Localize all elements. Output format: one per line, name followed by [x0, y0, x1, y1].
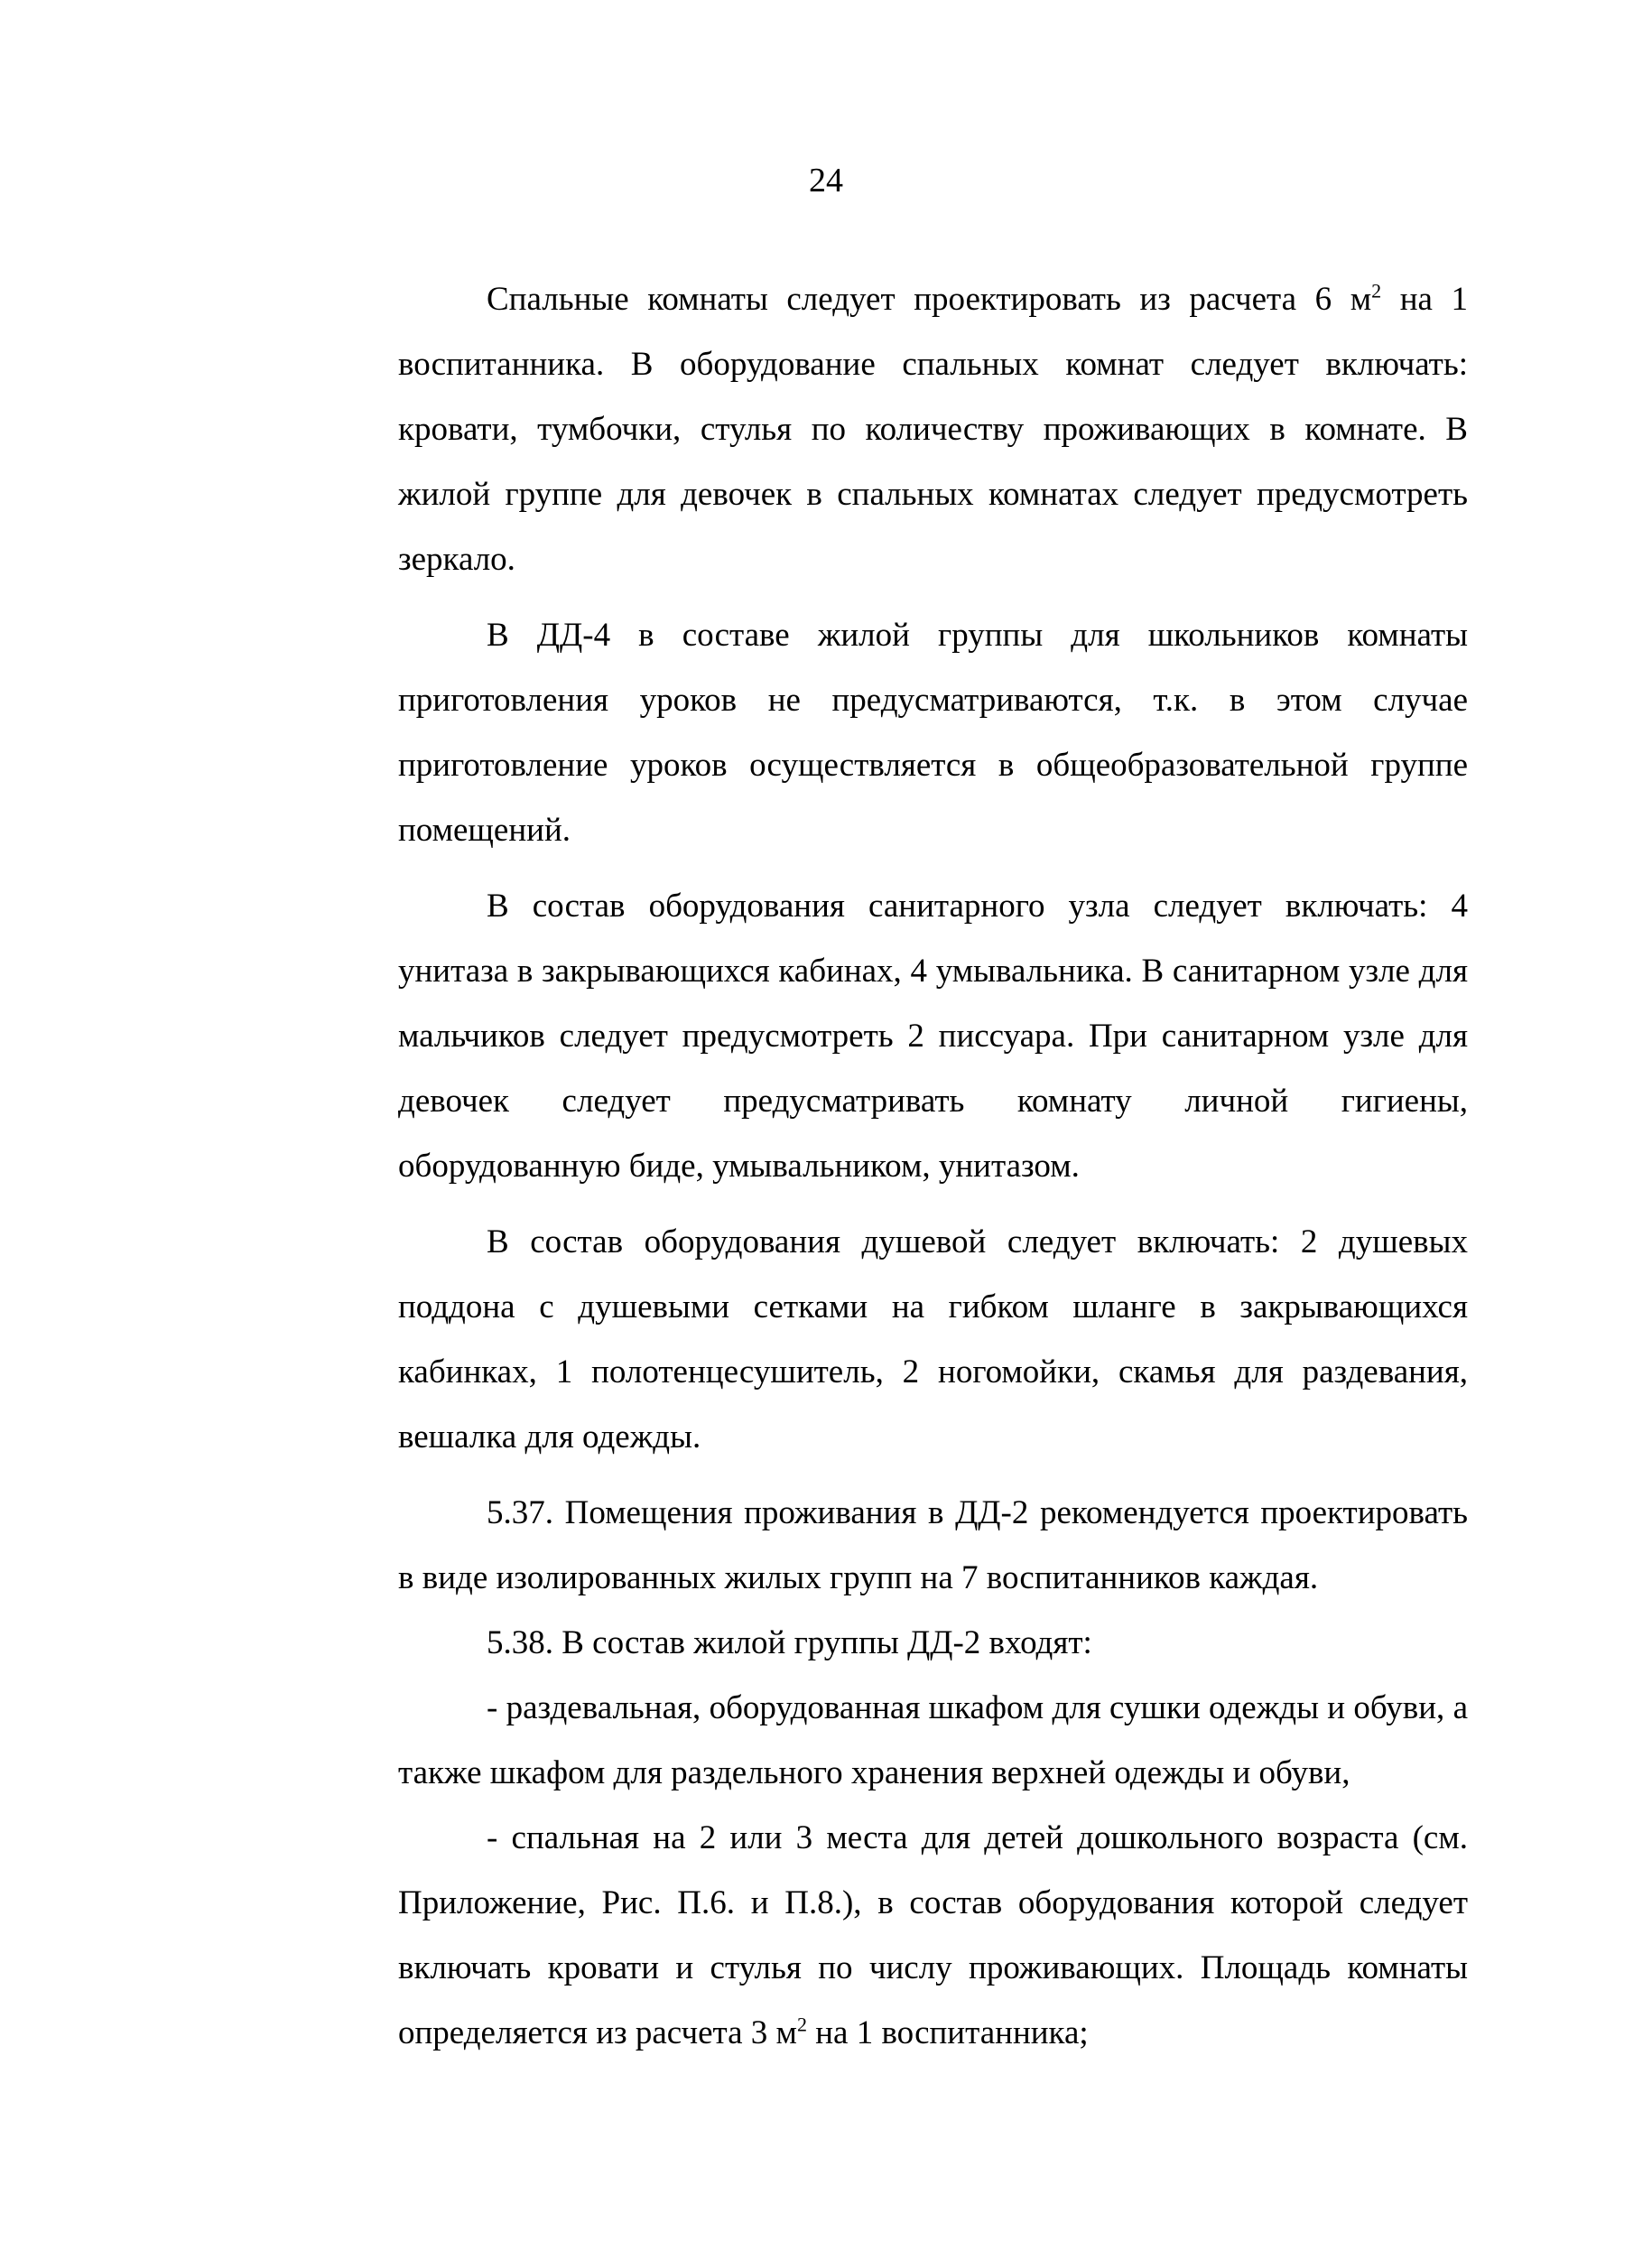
paragraph-sanitary-unit: В состав оборудования санитарного узла следует включать: 4 унитаза в закрывающихся кабинах, 4 умывальника. В санитарном узле для мальчиков следует предусмотреть 2 писсуара. При санитарном узле для девочек следует предусматривать комнату личной гигиены, оборудованную биде, умывальником, унитазом. — [398, 888, 1468, 1185]
paragraph-dd4-study-rooms: В ДД-4 в составе жилой группы для школьников комнаты приготовления уроков не предусматриваются, т.к. в этом случае приготовление уроков осуществляется в общеобразовательной группе помещений. — [398, 617, 1468, 849]
paragraph-text: на 1 воспитанника; — [806, 2014, 1089, 2051]
document-body — [398, 267, 1468, 2066]
paragraph-text: - спальная на 2 или 3 места для детей дошкольного возраста (см. Приложение, Рис. П.6. и П.8.), в состав оборудования которой следует включать кровати и стулья по числу проживающих. Площадь комнаты определяется из расчета 3 м — [398, 1819, 1468, 2051]
paragraph-5-37: 5.37. Помещения проживания в ДД-2 рекомендуется проектировать в виде изолированных жилых групп на 7 воспитанников каждая. — [398, 1494, 1468, 1596]
paragraph-text: Спальные комнаты следует проектировать из расчета 6 м — [487, 281, 1372, 318]
paragraph-bedrooms — [398, 267, 1468, 592]
list-item-bedroom-preschool — [398, 1806, 1468, 2066]
paragraph-5-38: 5.38. В состав жилой группы ДД-2 входят: — [487, 1624, 1092, 1661]
paragraph-shower-room: В состав оборудования душевой следует включать: 2 душевых поддона с душевыми сетками на гибком шланге в закрывающихся кабинках, 1 полотенцесушитель, 2 ногомойки, скамья для раздевания, вешалка для одежды. — [398, 1223, 1468, 1456]
superscript: 2 — [796, 2013, 807, 2036]
paragraph-text: на 1 воспитанника. В оборудование спальных комнат следует включать: кровати, тумбочки, стулья по количеству проживающих в комнате. В жилой группе для девочек в спальных комнатах следует предусмотреть зеркало. — [398, 281, 1468, 578]
page-number: 24 — [809, 162, 843, 200]
list-item-changing-room: - раздевальная, оборудованная шкафом для сушки одежды и обуви, а также шкафом для раздельного хранения верхней одежды и обуви, — [398, 1689, 1468, 1791]
superscript: 2 — [1371, 279, 1382, 302]
